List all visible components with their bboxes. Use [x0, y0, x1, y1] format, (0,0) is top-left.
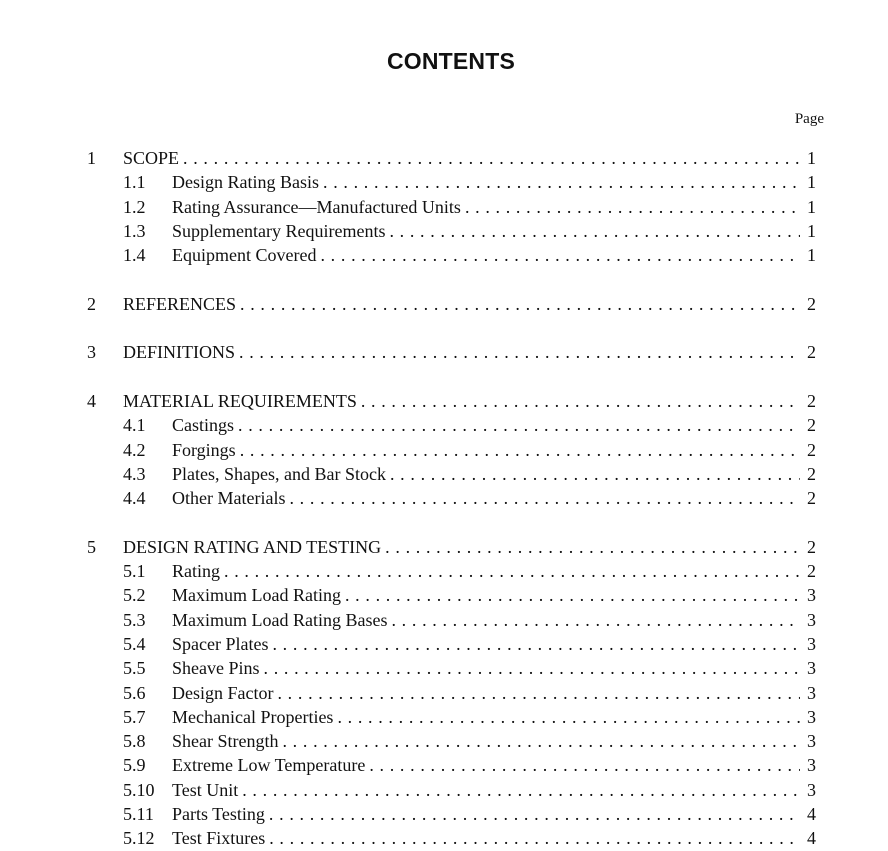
toc-subsection-entry[interactable]: [0, 632, 888, 656]
toc-entry-title: SCOPE: [123, 146, 183, 170]
toc-entry-number: 5.10: [123, 779, 155, 800]
toc-entry-line: [172, 583, 816, 607]
toc-entry-number: 5.5: [123, 658, 146, 679]
toc-entry-line: [172, 462, 816, 486]
dot-leader: [385, 535, 800, 559]
toc-entry-number: 4.3: [123, 463, 146, 484]
dot-leader: [337, 705, 800, 729]
toc-entry-line: [172, 705, 816, 729]
toc-section-entry[interactable]: [0, 292, 888, 316]
page-title: CONTENTS: [386, 48, 516, 74]
toc-entry-line: [123, 146, 816, 170]
toc-entry-line: [123, 535, 816, 559]
toc-subsection-entry[interactable]: [0, 608, 888, 632]
dot-leader: [183, 146, 800, 170]
dot-leader: [323, 170, 800, 194]
toc-subsection-entry[interactable]: [0, 170, 888, 194]
toc-entry-number: 5.6: [123, 682, 146, 703]
toc-entry-title: Extreme Low Temperature: [172, 753, 369, 777]
toc-subsection-entry[interactable]: [0, 705, 888, 729]
toc-entry-line: [172, 195, 816, 219]
toc-entry-number: 1.4: [123, 245, 146, 266]
toc-entry-line: [123, 340, 816, 364]
toc-entry-title: MATERIAL REQUIREMENTS: [123, 389, 361, 413]
toc-section-entry[interactable]: [0, 146, 888, 170]
toc-entry-number: 5.3: [123, 609, 146, 630]
toc-entry-number: 4.1: [123, 415, 146, 436]
toc-subsection-entry[interactable]: [0, 583, 888, 607]
toc-subsection-entry[interactable]: [0, 826, 888, 850]
dot-leader: [345, 583, 800, 607]
toc-entry-number: 5.4: [123, 633, 146, 654]
dot-leader: [282, 729, 800, 753]
toc-entry-page-number: 3: [807, 779, 816, 800]
toc-entry-title: Equipment Covered: [172, 243, 320, 267]
dot-leader: [465, 195, 800, 219]
dot-leader: [239, 340, 800, 364]
toc-entry-line: [172, 729, 816, 753]
toc-entry-title: Mechanical Properties: [172, 705, 337, 729]
toc-entry-number: 4.4: [123, 488, 146, 509]
toc-entry-title: Sheave Pins: [172, 656, 264, 680]
toc-subsection-entry[interactable]: [0, 729, 888, 753]
dot-leader: [242, 778, 800, 802]
toc-subsection-entry[interactable]: [0, 486, 888, 510]
toc-entry-title: Test Unit: [172, 778, 242, 802]
toc-entry-page-number: 2: [807, 342, 816, 363]
toc-subsection-entry[interactable]: [0, 195, 888, 219]
toc-entry-title: DEFINITIONS: [123, 340, 239, 364]
toc-entry-page-number: 1: [807, 245, 816, 266]
toc-entry-page-number: 2: [807, 463, 816, 484]
toc-entry-title: Shear Strength: [172, 729, 282, 753]
dot-leader: [389, 219, 800, 243]
toc-entry-line: [172, 486, 816, 510]
toc-entry-line: [172, 632, 816, 656]
toc-entry-page-number: 3: [807, 682, 816, 703]
toc-entry-line: [172, 826, 816, 850]
dot-leader: [240, 438, 800, 462]
toc-entry-line: [172, 608, 816, 632]
toc-entry-line: [123, 389, 816, 413]
toc-subsection-entry[interactable]: [0, 778, 888, 802]
toc-subsection-entry[interactable]: [0, 462, 888, 486]
toc-entry-line: [172, 413, 816, 437]
toc-subsection-entry[interactable]: [0, 219, 888, 243]
toc-entry-page-number: 2: [807, 439, 816, 460]
toc-subsection-entry[interactable]: [0, 559, 888, 583]
toc-entry-number: 2: [87, 293, 96, 314]
toc-entry-page-number: 1: [807, 172, 816, 193]
toc-entry-title: Rating Assurance—Manufactured Units: [172, 195, 465, 219]
toc-entry-title: Maximum Load Rating: [172, 583, 345, 607]
toc-entry-line: [172, 656, 816, 680]
toc-entry-line: [172, 170, 816, 194]
toc-entry-number: 5.9: [123, 755, 146, 776]
toc-entry-page-number: 4: [807, 828, 816, 849]
dot-leader: [272, 632, 800, 656]
toc-entry-number: 5.12: [123, 828, 155, 849]
toc-entry-title: Rating: [172, 559, 224, 583]
toc-entry-page-number: 3: [807, 633, 816, 654]
toc-subsection-entry[interactable]: [0, 413, 888, 437]
toc-entry-line: [172, 219, 816, 243]
toc-entry-title: Design Rating Basis: [172, 170, 323, 194]
toc-entry-number: 5: [87, 536, 96, 557]
toc-entry-page-number: 3: [807, 585, 816, 606]
dot-leader: [320, 243, 800, 267]
toc-subsection-entry[interactable]: [0, 681, 888, 705]
toc-entry-title: Parts Testing: [172, 802, 269, 826]
toc-entry-title: Plates, Shapes, and Bar Stock: [172, 462, 390, 486]
toc-entry-number: 5.1: [123, 561, 146, 582]
toc-entry-number: 5.8: [123, 731, 146, 752]
toc-entry-title: REFERENCES: [123, 292, 240, 316]
toc-entry-page-number: 1: [807, 196, 816, 217]
dot-leader: [269, 826, 800, 850]
toc-entry-title: Maximum Load Rating Bases: [172, 608, 391, 632]
toc-entry-title: Spacer Plates: [172, 632, 272, 656]
toc-entry-line: [172, 559, 816, 583]
toc-entry-page-number: 2: [807, 561, 816, 582]
dot-leader: [277, 681, 800, 705]
toc-entry-number: 4: [87, 390, 96, 411]
toc-entry-title: Supplementary Requirements: [172, 219, 389, 243]
toc-entry-title: Castings: [172, 413, 238, 437]
dot-leader: [361, 389, 800, 413]
toc-entry-page-number: 1: [807, 220, 816, 241]
dot-leader: [238, 413, 800, 437]
toc-entry-title: Forgings: [172, 438, 240, 462]
toc-entry-number: 5.2: [123, 585, 146, 606]
toc-entry-page-number: 2: [807, 415, 816, 436]
toc-entry-line: [172, 243, 816, 267]
toc-section-entry[interactable]: [0, 340, 888, 364]
toc-entry-line: [172, 681, 816, 705]
toc-section-entry[interactable]: [0, 535, 888, 559]
dot-leader: [369, 753, 800, 777]
page-column-header: Page: [794, 111, 824, 127]
toc-entry-page-number: 4: [807, 804, 816, 825]
toc-entry-number: 3: [87, 342, 96, 363]
dot-leader: [289, 486, 800, 510]
toc-entry-title: Other Materials: [172, 486, 289, 510]
dot-leader: [390, 462, 800, 486]
toc-subsection-entry[interactable]: [0, 656, 888, 680]
toc-subsection-entry[interactable]: [0, 753, 888, 777]
toc-entry-line: [172, 438, 816, 462]
toc-entry-title: Design Factor: [172, 681, 277, 705]
dot-leader: [264, 656, 801, 680]
toc-entry-line: [172, 802, 816, 826]
toc-section-entry[interactable]: [0, 389, 888, 413]
toc-entry-page-number: 2: [807, 390, 816, 411]
toc-entry-number: 5.11: [123, 804, 154, 825]
toc-entry-page-number: 3: [807, 755, 816, 776]
dot-leader: [224, 559, 800, 583]
toc-entry-page-number: 3: [807, 658, 816, 679]
table-of-contents: [0, 146, 888, 851]
toc-subsection-entry[interactable]: [0, 802, 888, 826]
toc-entry-line: [172, 778, 816, 802]
toc-entry-page-number: 3: [807, 706, 816, 727]
toc-entry-number: 1.2: [123, 196, 146, 217]
toc-entry-title: Test Fixtures: [172, 826, 269, 850]
dot-leader: [391, 608, 800, 632]
toc-entry-number: 1.1: [123, 172, 146, 193]
toc-entry-page-number: 3: [807, 731, 816, 752]
toc-entry-title: DESIGN RATING AND TESTING: [123, 535, 385, 559]
dot-leader: [240, 292, 800, 316]
toc-entry-page-number: 2: [807, 293, 816, 314]
toc-subsection-entry[interactable]: [0, 243, 888, 267]
toc-entry-page-number: 3: [807, 609, 816, 630]
toc-entry-number: 1: [87, 148, 96, 168]
toc-entry-page-number: 1: [807, 148, 816, 168]
toc-entry-page-number: 2: [807, 536, 816, 557]
toc-entry-number: 4.2: [123, 439, 146, 460]
toc-entry-line: [172, 753, 816, 777]
toc-entry-page-number: 2: [807, 488, 816, 509]
dot-leader: [269, 802, 800, 826]
toc-entry-number: 1.3: [123, 220, 146, 241]
toc-entry-number: 5.7: [123, 706, 146, 727]
toc-entry-line: [123, 292, 816, 316]
toc-subsection-entry[interactable]: [0, 438, 888, 462]
